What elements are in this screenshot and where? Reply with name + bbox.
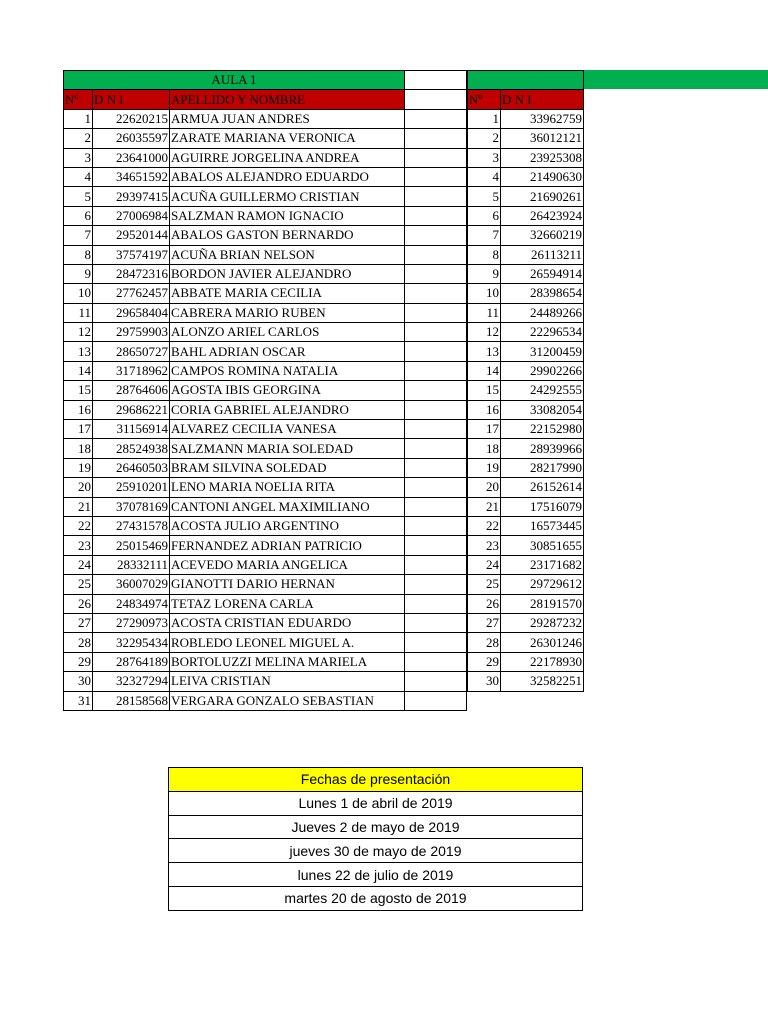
row-number: 12 [468, 323, 501, 342]
blank-cell [405, 516, 467, 535]
table-row [468, 264, 584, 283]
blank-cell [405, 672, 467, 691]
table-row [468, 361, 584, 380]
table-row [64, 342, 467, 361]
row-number: 27 [468, 613, 501, 632]
name-cell: CANTONI ANGEL MAXIMILIANO [170, 497, 405, 516]
table-row [468, 226, 584, 245]
table-row [468, 129, 584, 148]
table-row [468, 400, 584, 419]
table-row [64, 478, 467, 497]
table-row [64, 284, 467, 303]
table-row [468, 206, 584, 225]
table-row [468, 536, 584, 555]
row-number: 24 [468, 555, 501, 574]
row-number: 18 [64, 439, 93, 458]
dni-cell: 28158568 [93, 691, 170, 710]
row-number: 11 [468, 303, 501, 322]
table-row [64, 226, 467, 245]
blank-cell [405, 206, 467, 225]
table-row [64, 555, 467, 574]
row-number: 28 [64, 633, 93, 652]
dni-cell: 24292555 [501, 381, 584, 400]
table-row [64, 575, 467, 594]
header-dni: D N I [501, 90, 584, 109]
blank-cell [405, 691, 467, 710]
header-green-band [583, 70, 768, 89]
row-number: 12 [64, 323, 93, 342]
date-cell: jueves 30 de mayo de 2019 [169, 839, 583, 863]
name-cell: TETAZ LORENA CARLA [170, 594, 405, 613]
blank-cell [405, 633, 467, 652]
table-row [468, 594, 584, 613]
dni-cell: 32295434 [93, 633, 170, 652]
row-number: 24 [64, 555, 93, 574]
table-row [64, 381, 467, 400]
dni-cell: 23171682 [501, 555, 584, 574]
name-cell: VERGARA GONZALO SEBASTIAN [170, 691, 405, 710]
dni-cell: 16573445 [501, 516, 584, 535]
dni-cell: 22178930 [501, 652, 584, 671]
dni-cell: 31156914 [93, 420, 170, 439]
table-row [468, 245, 584, 264]
table-row [64, 206, 467, 225]
dni-cell: 32660219 [501, 226, 584, 245]
row-number: 20 [468, 478, 501, 497]
table-row [64, 400, 467, 419]
name-cell: AGOSTA IBIS GEORGINA [170, 381, 405, 400]
dni-cell: 25910201 [93, 478, 170, 497]
name-cell: ACEVEDO MARIA ANGELICA [170, 555, 405, 574]
blank-cell [405, 90, 467, 109]
row-number: 8 [64, 245, 93, 264]
table-row [468, 167, 584, 186]
row-number: 20 [64, 478, 93, 497]
dni-cell: 29658404 [93, 303, 170, 322]
name-cell: ABALOS GASTON BERNARDO [170, 226, 405, 245]
dni-cell: 26152614 [501, 478, 584, 497]
table-row [64, 497, 467, 516]
row-number: 9 [64, 264, 93, 283]
dni-cell: 32582251 [501, 672, 584, 691]
date-row [169, 791, 583, 815]
table-row [64, 691, 467, 710]
table-row [64, 167, 467, 186]
table-row [64, 672, 467, 691]
table-row [468, 575, 584, 594]
header-num: Nº [64, 90, 93, 109]
blank-cell [405, 129, 467, 148]
dni-cell: 27290973 [93, 613, 170, 632]
table-row [468, 613, 584, 632]
row-number: 25 [468, 575, 501, 594]
row-number: 10 [64, 284, 93, 303]
name-cell: ALONZO ARIEL CARLOS [170, 323, 405, 342]
blank-cell [405, 420, 467, 439]
name-cell: SALZMANN MARIA SOLEDAD [170, 439, 405, 458]
table-row [64, 109, 467, 128]
table-row [64, 420, 467, 439]
row-number: 21 [468, 497, 501, 516]
date-cell: Jueves 2 de mayo de 2019 [169, 815, 583, 839]
blank-cell [405, 264, 467, 283]
name-cell: LEIVA CRISTIAN [170, 672, 405, 691]
table-row [468, 420, 584, 439]
blank-cell [405, 555, 467, 574]
table-row [468, 109, 584, 128]
header-num: Nº [468, 90, 501, 109]
blank-cell [405, 71, 467, 90]
name-cell: BAHL ADRIAN OSCAR [170, 342, 405, 361]
table-row [468, 342, 584, 361]
blank-cell [405, 187, 467, 206]
row-number: 2 [64, 129, 93, 148]
table-row [468, 478, 584, 497]
row-number: 6 [64, 206, 93, 225]
blank-cell [405, 497, 467, 516]
dni-cell: 28191570 [501, 594, 584, 613]
date-row [169, 815, 583, 839]
row-number: 5 [64, 187, 93, 206]
row-number: 14 [468, 361, 501, 380]
dni-cell: 26301246 [501, 633, 584, 652]
dni-cell: 37078169 [93, 497, 170, 516]
row-number: 15 [468, 381, 501, 400]
right-title-row [468, 71, 584, 90]
table-row [468, 458, 584, 477]
dni-cell: 21490630 [501, 167, 584, 186]
date-row [169, 886, 583, 910]
table-row [64, 516, 467, 535]
table-row [64, 303, 467, 322]
row-number: 8 [468, 245, 501, 264]
dni-cell: 27006984 [93, 206, 170, 225]
dni-cell: 28764606 [93, 381, 170, 400]
name-cell: ACUÑA GUILLERMO CRISTIAN [170, 187, 405, 206]
dni-cell: 22152980 [501, 420, 584, 439]
row-number: 1 [64, 109, 93, 128]
dni-cell: 32327294 [93, 672, 170, 691]
column-header-row [64, 90, 467, 109]
table-row [468, 381, 584, 400]
blank-cell [405, 245, 467, 264]
row-number: 6 [468, 206, 501, 225]
table-row [468, 323, 584, 342]
row-number: 7 [64, 226, 93, 245]
table-row [468, 652, 584, 671]
row-number: 16 [64, 400, 93, 419]
row-number: 21 [64, 497, 93, 516]
table-row [468, 284, 584, 303]
right-title-cell [468, 71, 584, 90]
table-row [64, 613, 467, 632]
name-cell: ABBATE MARIA CECILIA [170, 284, 405, 303]
dni-cell: 21690261 [501, 187, 584, 206]
dates-header-row [169, 768, 583, 792]
name-cell: ZARATE MARIANA VERONICA [170, 129, 405, 148]
table-row [468, 672, 584, 691]
aula-title-row [64, 71, 467, 90]
dni-cell: 33962759 [501, 109, 584, 128]
row-number: 25 [64, 575, 93, 594]
row-number: 28 [468, 633, 501, 652]
row-number: 19 [64, 458, 93, 477]
row-number: 26 [468, 594, 501, 613]
dni-cell: 34651592 [93, 167, 170, 186]
table-row [468, 555, 584, 574]
dates-title: Fechas de presentación [169, 768, 583, 792]
dni-cell: 29729612 [501, 575, 584, 594]
name-cell: BRAM SILVINA SOLEDAD [170, 458, 405, 477]
row-number: 13 [64, 342, 93, 361]
blank-cell [405, 284, 467, 303]
table-row [64, 148, 467, 167]
name-cell: CABRERA MARIO RUBEN [170, 303, 405, 322]
table-row [64, 439, 467, 458]
table-row [64, 458, 467, 477]
table-row [64, 594, 467, 613]
table-row [64, 652, 467, 671]
name-cell: ABALOS ALEJANDRO EDUARDO [170, 167, 405, 186]
row-number: 22 [468, 516, 501, 535]
dni-cell: 29686221 [93, 400, 170, 419]
blank-cell [405, 342, 467, 361]
row-number: 3 [468, 148, 501, 167]
name-cell: AGUIRRE JORGELINA ANDREA [170, 148, 405, 167]
second-student-table [467, 70, 584, 692]
blank-cell [405, 536, 467, 555]
row-number: 23 [468, 536, 501, 555]
dni-cell: 36012121 [501, 129, 584, 148]
dni-cell: 37574197 [93, 245, 170, 264]
blank-cell [405, 323, 467, 342]
name-cell: FERNANDEZ ADRIAN PATRICIO [170, 536, 405, 555]
blank-cell [405, 439, 467, 458]
date-cell: martes 20 de agosto de 2019 [169, 886, 583, 910]
name-cell: CAMPOS ROMINA NATALIA [170, 361, 405, 380]
row-number: 30 [64, 672, 93, 691]
blank-cell [405, 458, 467, 477]
name-cell: ACOSTA JULIO ARGENTINO [170, 516, 405, 535]
header-name: APELLIDO Y NOMBRE [170, 90, 405, 109]
dni-cell: 36007029 [93, 575, 170, 594]
dni-cell: 26423924 [501, 206, 584, 225]
dni-cell: 26113211 [501, 245, 584, 264]
dni-cell: 29287232 [501, 613, 584, 632]
name-cell: BORTOLUZZI MELINA MARIELA [170, 652, 405, 671]
table-row [468, 187, 584, 206]
blank-cell [405, 575, 467, 594]
dni-cell: 28524938 [93, 439, 170, 458]
blank-cell [405, 478, 467, 497]
blank-cell [405, 303, 467, 322]
row-number: 13 [468, 342, 501, 361]
dni-cell: 31718962 [93, 361, 170, 380]
dni-cell: 28939966 [501, 439, 584, 458]
row-number: 9 [468, 264, 501, 283]
date-row [169, 863, 583, 887]
table-row [64, 264, 467, 283]
blank-cell [405, 400, 467, 419]
dni-cell: 31200459 [501, 342, 584, 361]
row-number: 23 [64, 536, 93, 555]
row-number: 16 [468, 400, 501, 419]
dni-cell: 27762457 [93, 284, 170, 303]
table-row [64, 187, 467, 206]
row-number: 10 [468, 284, 501, 303]
row-number: 17 [468, 420, 501, 439]
table-row [64, 361, 467, 380]
dni-cell: 28217990 [501, 458, 584, 477]
name-cell: LENO MARIA NOELIA RITA [170, 478, 405, 497]
row-number: 3 [64, 148, 93, 167]
row-number: 26 [64, 594, 93, 613]
right-column-header-row [468, 90, 584, 109]
blank-cell [405, 148, 467, 167]
dni-cell: 26460503 [93, 458, 170, 477]
table-row [64, 536, 467, 555]
row-number: 1 [468, 109, 501, 128]
row-number: 15 [64, 381, 93, 400]
name-cell: BORDON JAVIER ALEJANDRO [170, 264, 405, 283]
dni-cell: 22620215 [93, 109, 170, 128]
table-row [468, 148, 584, 167]
row-number: 31 [64, 691, 93, 710]
dni-cell: 22296534 [501, 323, 584, 342]
dni-cell: 28472316 [93, 264, 170, 283]
blank-cell [405, 109, 467, 128]
row-number: 7 [468, 226, 501, 245]
blank-cell [405, 381, 467, 400]
blank-cell [405, 226, 467, 245]
row-number: 4 [468, 167, 501, 186]
row-number: 29 [468, 652, 501, 671]
table-row [64, 633, 467, 652]
row-number: 14 [64, 361, 93, 380]
name-cell: GIANOTTI DARIO HERNAN [170, 575, 405, 594]
dni-cell: 33082054 [501, 400, 584, 419]
blank-cell [405, 167, 467, 186]
row-number: 29 [64, 652, 93, 671]
name-cell: CORIA GABRIEL ALEJANDRO [170, 400, 405, 419]
name-cell: ARMUA JUAN ANDRES [170, 109, 405, 128]
blank-cell [405, 361, 467, 380]
table-row [64, 323, 467, 342]
row-number: 5 [468, 187, 501, 206]
dni-cell: 28764189 [93, 652, 170, 671]
name-cell: SALZMAN RAMON IGNACIO [170, 206, 405, 225]
aula-title: AULA 1 [64, 71, 405, 90]
dni-cell: 29397415 [93, 187, 170, 206]
table-row [468, 516, 584, 535]
row-number: 30 [468, 672, 501, 691]
dni-cell: 28398654 [501, 284, 584, 303]
blank-cell [405, 652, 467, 671]
presentation-dates-table [168, 767, 583, 911]
row-number: 19 [468, 458, 501, 477]
date-cell: lunes 22 de julio de 2019 [169, 863, 583, 887]
row-number: 18 [468, 439, 501, 458]
dni-cell: 28650727 [93, 342, 170, 361]
dni-cell: 29520144 [93, 226, 170, 245]
dni-cell: 28332111 [93, 555, 170, 574]
blank-cell [405, 594, 467, 613]
dni-cell: 29902266 [501, 361, 584, 380]
dni-cell: 27431578 [93, 516, 170, 535]
header-dni: D N I [93, 90, 170, 109]
table-row [64, 129, 467, 148]
blank-cell [405, 613, 467, 632]
dni-cell: 24489266 [501, 303, 584, 322]
table-row [468, 303, 584, 322]
dni-cell: 17516079 [501, 497, 584, 516]
dni-cell: 26594914 [501, 264, 584, 283]
dni-cell: 26035597 [93, 129, 170, 148]
table-row [468, 633, 584, 652]
dni-cell: 24834974 [93, 594, 170, 613]
name-cell: ROBLEDO LEONEL MIGUEL A. [170, 633, 405, 652]
table-row [64, 245, 467, 264]
table-row [468, 439, 584, 458]
row-number: 2 [468, 129, 501, 148]
dni-cell: 23925308 [501, 148, 584, 167]
dni-cell: 23641000 [93, 148, 170, 167]
date-cell: Lunes 1 de abril de 2019 [169, 791, 583, 815]
dni-cell: 30851655 [501, 536, 584, 555]
row-number: 27 [64, 613, 93, 632]
table-row [468, 497, 584, 516]
name-cell: ACOSTA CRISTIAN EDUARDO [170, 613, 405, 632]
row-number: 4 [64, 167, 93, 186]
dni-cell: 25015469 [93, 536, 170, 555]
row-number: 11 [64, 303, 93, 322]
dni-cell: 29759903 [93, 323, 170, 342]
row-number: 17 [64, 420, 93, 439]
name-cell: ALVAREZ CECILIA VANESA [170, 420, 405, 439]
aula-1-student-table [63, 70, 467, 711]
name-cell: ACUÑA BRIAN NELSON [170, 245, 405, 264]
date-row [169, 839, 583, 863]
row-number: 22 [64, 516, 93, 535]
